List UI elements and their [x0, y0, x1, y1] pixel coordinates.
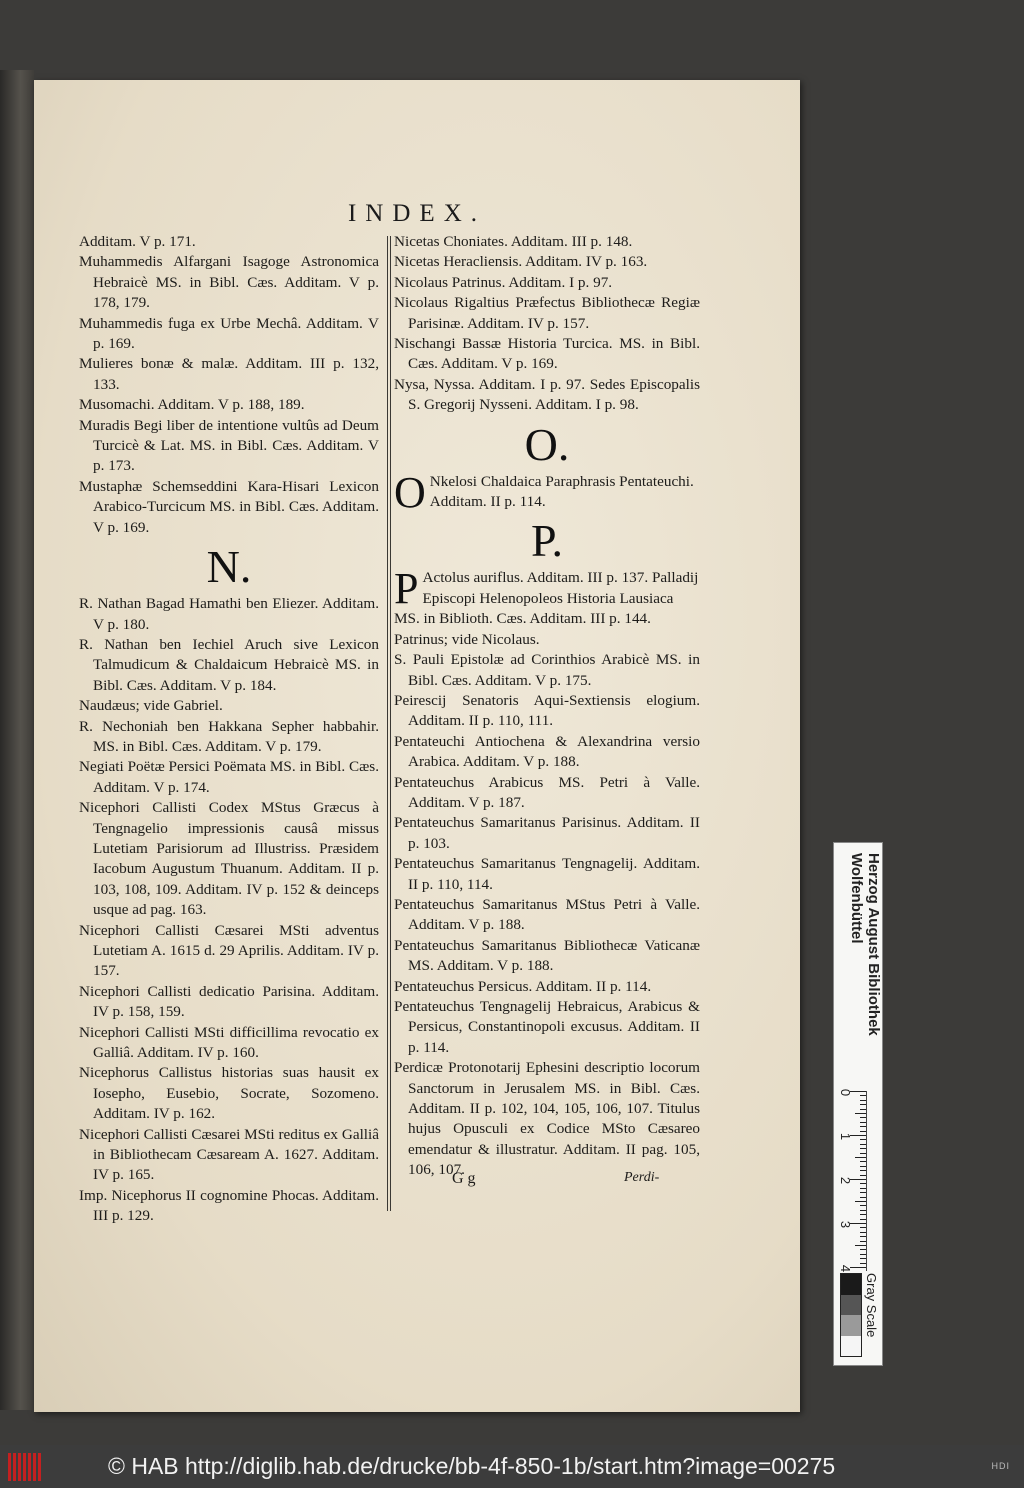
ruler-tick: [860, 1205, 866, 1206]
ruler-tick: [860, 1161, 866, 1162]
ruler-tick: [860, 1214, 866, 1215]
index-entry: Musomachi. Additam. V p. 188, 189.: [79, 396, 305, 414]
signature-mark: Gg: [452, 1170, 480, 1187]
ruler-tick: [860, 1104, 866, 1105]
index-entry: Nicephori Callisti Cæsarei MSti reditus ex Galliâ in Bibliothecam Cæsaream A. 1627. Additam. IV p. 165.: [79, 1125, 379, 1184]
ruler-tick: [860, 1175, 866, 1176]
index-entry: R. Nathan Bagad Hamathi ben Eliezer. Additam. V p. 180.: [79, 595, 379, 633]
ruler-tick: [860, 1122, 866, 1123]
gray-swatch: [841, 1274, 861, 1295]
logo-bar: [33, 1453, 36, 1481]
index-entry-dropcap: [394, 467, 700, 517]
adjacent-page-edge: [0, 70, 34, 1410]
footer-bar: [0, 1445, 1024, 1488]
page-title: INDEX.: [347, 200, 486, 227]
index-entry: Muhammedis Alfargani Isagoge Astronomica Hebraicè MS. in Bibl. Cæs. Additam. V p. 178, 179.: [79, 253, 379, 312]
index-entry: Patrinus; vide Nicolaus.: [394, 630, 540, 648]
ruler-tick: [860, 1109, 866, 1110]
index-entry: Nicephori Callisti MSti difficillima revocatio ex Galliâ. Additam. IV p. 160.: [79, 1023, 379, 1062]
index-entry-dropcap: [394, 564, 700, 629]
index-entry: Pentateuchus Persicus. Additam. II p. 114.: [394, 977, 652, 995]
index-entry: Pentateuchus Arabicus MS. Petri à Valle. Additam. V p. 187.: [394, 773, 700, 811]
ruler-tick: [860, 1117, 866, 1118]
ruler-tick: [860, 1236, 866, 1237]
index-entry: Imp. Nicephorus II cognomine Phocas. Additam. III p. 129.: [79, 1186, 379, 1225]
ruler-tick: [860, 1188, 866, 1189]
index-entry: Mustaphæ Schemseddini Kara-Hisari Lexicon Arabico-Turcicum MS. in Bibl. Cæs. Additam. V p. 169.: [79, 477, 379, 536]
index-entry: Nicolaus Patrinus. Additam. I p. 97.: [394, 273, 613, 291]
gray-swatch: [841, 1336, 861, 1357]
ruler-tick: [860, 1192, 866, 1193]
color-ruler: [833, 842, 883, 1366]
ruler-tick: [860, 1153, 866, 1154]
drop-cap: P: [394, 564, 419, 614]
ruler-tick: [860, 1131, 866, 1132]
index-entry: Nicephori Callisti dedicatio Parisina. Additam. IV p. 158, 159.: [79, 982, 379, 1021]
ruler-tick: [855, 1245, 866, 1246]
ruler-tick: [860, 1263, 866, 1264]
logo-bar: [23, 1453, 26, 1481]
ruler-tick: [860, 1219, 866, 1220]
ruler-tick: [860, 1095, 866, 1096]
scanned-page: [34, 80, 800, 1412]
ruler-tick: [860, 1144, 866, 1145]
index-entry: Pentateuchus Samaritanus Bibliothecæ Vaticanæ MS. Additam. V p. 188.: [394, 936, 700, 975]
library-label: Herzog August Bibliothek Wolfenbüttel: [848, 853, 882, 1036]
logo-bar: [13, 1453, 16, 1481]
ruler-tick: [860, 1100, 866, 1101]
ruler-tick: [860, 1126, 866, 1127]
index-entry: R. Nathan ben Iechiel Aruch sive Lexicon Talmudicum & Chaldaicum Hebraicè MS. in Bibl. Cæs. Additam. V p. 184.: [79, 635, 379, 694]
ruler-tick: [860, 1139, 866, 1140]
section-letter: N.: [206, 541, 252, 593]
index-entry: Nysa, Nyssa. Additam. I p. 97. Sedes Episcopalis S. Gregorij Nysseni. Additam. I p. 98.: [394, 375, 700, 414]
index-entry: S. Pauli Epistolæ ad Corinthios Arabicè MS. in Bibl. Cæs. Additam. V p. 175.: [394, 651, 700, 689]
ruler-tick: [855, 1157, 866, 1158]
cm-scale: [836, 1088, 867, 1273]
ruler-number: 4: [838, 1264, 854, 1273]
footer-mark: HDI: [991, 1461, 1010, 1471]
ruler-tick: [860, 1166, 866, 1167]
index-entry: Nicetas Heracliensis. Additam. IV p. 163.: [394, 253, 648, 271]
index-entry: Nischangi Bassæ Historia Turcica. MS. in Bibl. Cæs. Additam. V p. 169.: [394, 335, 700, 373]
ruler-number: 1: [838, 1132, 854, 1141]
ruler-number: 0: [838, 1088, 854, 1097]
index-entry: Pentateuchus Samaritanus Parisinus. Additam. II p. 103.: [394, 814, 700, 852]
ruler-tick: [860, 1210, 866, 1211]
column-divider-inner: [390, 236, 391, 1211]
index-entry: Peirescij Senatoris Aqui-Sextiensis elogium. Additam. II p. 110, 111.: [394, 691, 700, 730]
hab-logo-icon: [8, 1453, 42, 1481]
gray-scale-label: Gray Scale: [864, 1273, 879, 1338]
ruler-tick: [860, 1183, 866, 1184]
index-entry: Nicephori Callisti Cæsarei MSti adventus Lutetiam A. 1615 d. 29 Aprilis. Additam. IV p. 157.: [79, 921, 379, 980]
index-entry: Pentateuchus Samaritanus Tengnagelij. Additam. II p. 110, 114.: [394, 855, 700, 893]
ruler-tick: [860, 1258, 866, 1259]
ruler-tick: [860, 1170, 866, 1171]
index-entry: Mulieres bonæ & malæ. Additam. III p. 132, 133.: [79, 355, 379, 393]
index-entry: Muhammedis fuga ex Urbe Mechâ. Additam. V p. 169.: [79, 314, 379, 353]
index-entry: Nicephorus Callistus historias suas hausit ex Iosepho, Eusebio, Socrate, Sozomeno. Additam. IV p. 162.: [79, 1064, 379, 1123]
catchword: Perdi-: [624, 1170, 660, 1185]
ruler-tick: [860, 1227, 866, 1228]
logo-bar: [38, 1453, 41, 1481]
index-entry: Nicolaus Rigaltius Præfectus Bibliothecæ Regiæ Parisinæ. Additam. IV p. 157.: [394, 294, 700, 332]
logo-bar: [18, 1453, 21, 1481]
index-entry: Naudæus; vide Gabriel.: [79, 697, 223, 715]
gray-scale-chart: [840, 1273, 862, 1357]
ruler-tick: [860, 1232, 866, 1233]
gray-swatch: [841, 1295, 861, 1316]
entry-text: Actolus auriflus. Additam. III p. 137. Palladij Episcopi Helenopoleos Historia Lausiaca MS. in Biblioth. Cæs. Additam. III p. 144.: [394, 569, 699, 628]
left-column: [79, 232, 379, 1227]
column-divider: [387, 236, 388, 1211]
ruler-tick: [860, 1197, 866, 1198]
index-entry: Nicetas Choniates. Additam. III p. 148.: [394, 233, 633, 250]
drop-cap: O: [394, 467, 426, 517]
index-entry: Pentateuchus Tengnagelij Hebraicus, Arabicus & Persicus, Constantinopoli excusus. Additam. II p. 114.: [394, 998, 700, 1056]
right-column: [394, 232, 700, 1181]
ruler-number: 2: [838, 1176, 854, 1185]
ruler-tick: [855, 1201, 866, 1202]
index-entry: Pentateuchi Antiochena & Alexandrina versio Arabica. Additam. V p. 188.: [394, 732, 700, 771]
gray-swatch: [841, 1315, 861, 1336]
ruler-number: 3: [838, 1220, 854, 1229]
index-entry: Pentateuchus Samaritanus MStus Petri à Valle. Additam. V p. 188.: [394, 895, 700, 934]
ruler-tick: [860, 1249, 866, 1250]
logo-bar: [28, 1453, 31, 1481]
index-entry: R. Nechoniah ben Hakkana Sepher habbahir. MS. in Bibl. Cæs. Additam. V p. 179.: [79, 717, 379, 755]
section-letter: O.: [524, 418, 570, 470]
ruler-tick: [860, 1254, 866, 1255]
ruler-tick: [860, 1241, 866, 1242]
index-entry: Muradis Begi liber de intentione vultûs ad Deum Turcicè & Lat. MS. in Bibl. Cæs. Additam. V p. 173.: [79, 416, 379, 475]
entry-text: Nkelosi Chaldaica Paraphrasis Pentateuchi. Additam. II p. 114.: [429, 472, 694, 511]
logo-bar: [8, 1453, 11, 1481]
ruler-tick: [860, 1148, 866, 1149]
section-letter: P.: [531, 515, 563, 567]
index-entry: Perdicæ Protonotarij Ephesini descriptio locorum Sanctorum in Jerusalem MS. in Bibl. Cæs. Additam. II p. 102, 104, 105, 106, 107. Titulus hujus Opusculi ex Codice MSto Cæsareo emendatur & illustratur. Additam. II pag. 105, 106, 107.: [394, 1059, 700, 1179]
index-entry: Nicephori Callisti Codex MStus Græcus à Tengnagelio impressionis causâ missus Lutetiam Parisiorum ad Illustriss. Præsidem Iacobum Augustum Thuanum. Additam. II p. 103, 108, 109. Additam. IV p. 152 & deinceps usque ad pag. 163.: [79, 799, 379, 919]
ruler-tick: [855, 1113, 866, 1114]
copyright-url[interactable]: © HAB http://diglib.hab.de/drucke/bb-4f-850-1b/start.htm?image=00275: [108, 1453, 836, 1479]
index-entry: Negiati Poëtæ Persici Poëmata MS. in Bibl. Cæs. Additam. V p. 174.: [79, 758, 379, 796]
entry-continuation: Additam. V p. 171.: [79, 233, 196, 250]
